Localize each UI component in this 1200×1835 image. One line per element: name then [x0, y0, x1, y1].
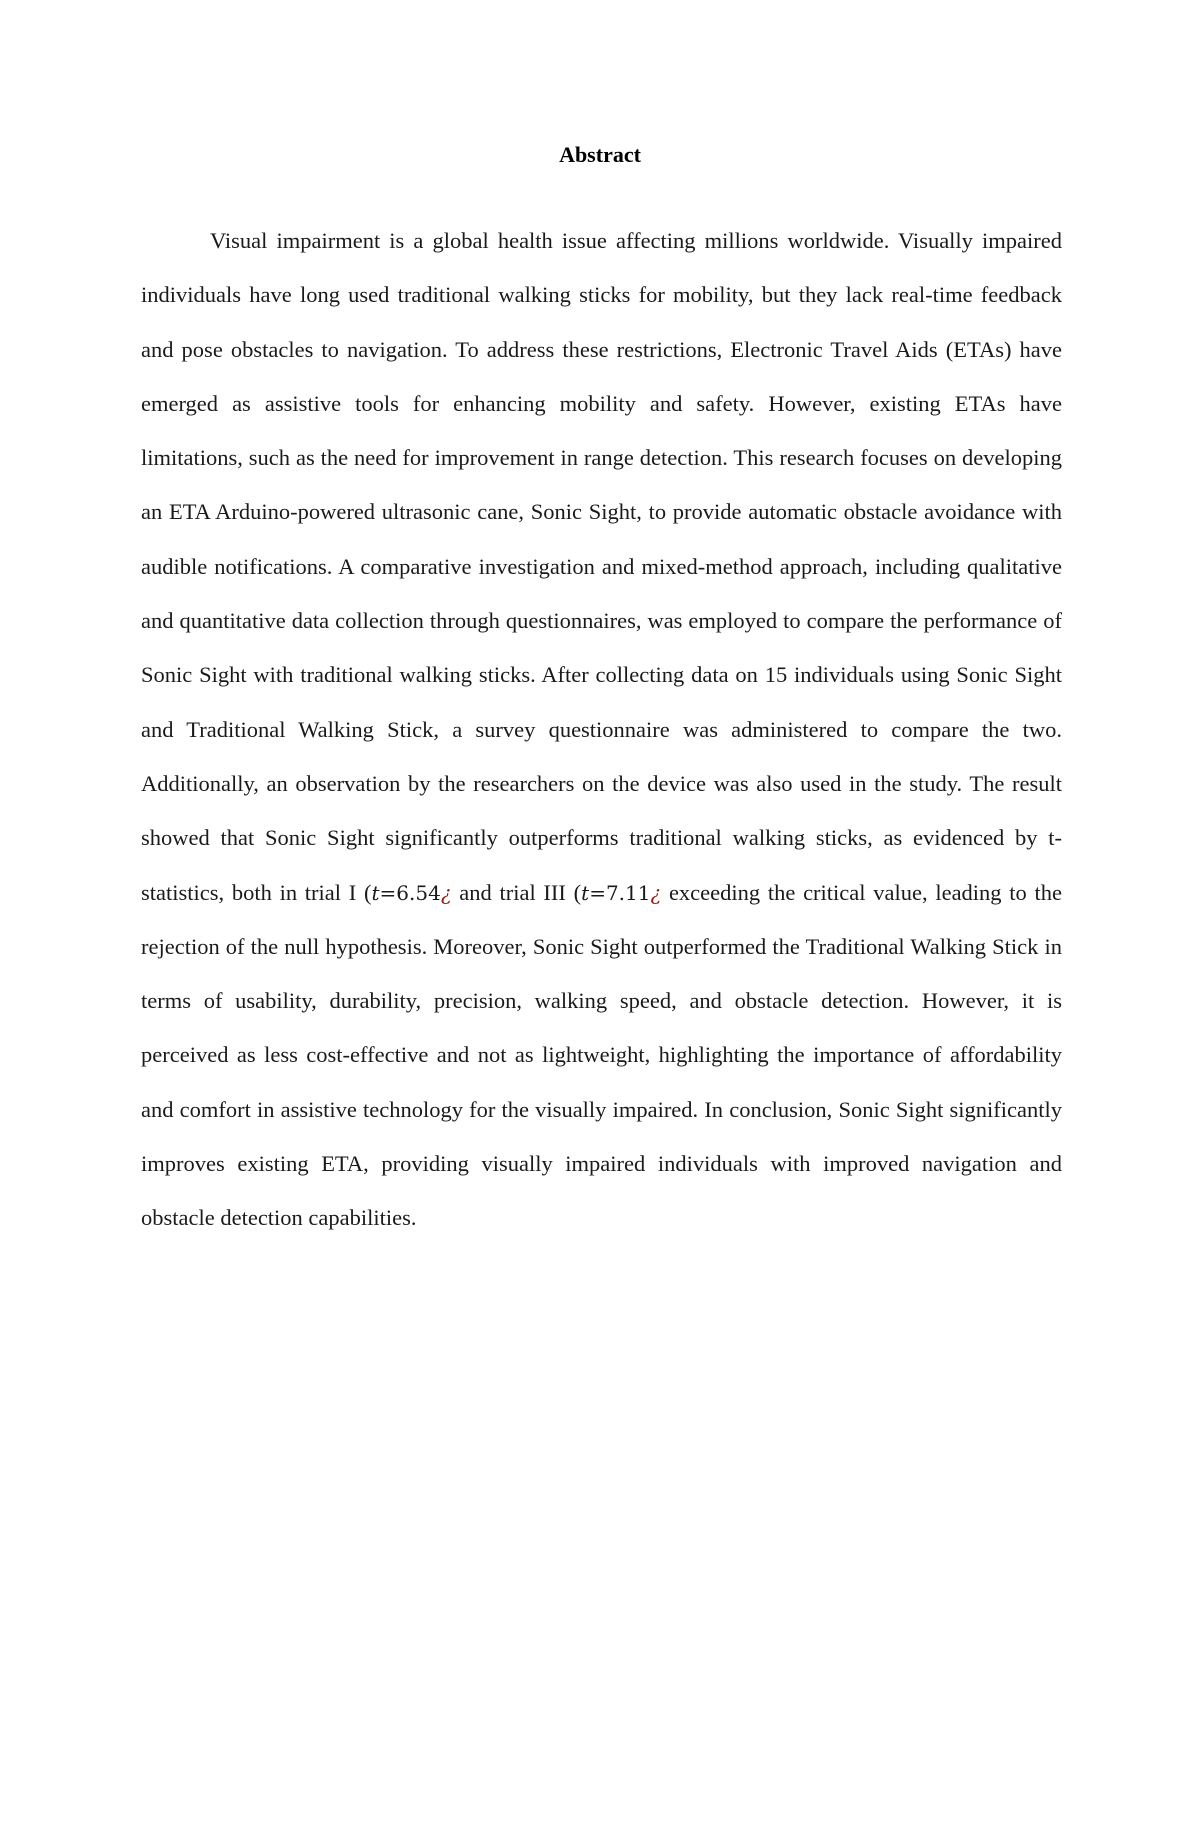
t-variable-1: t — [371, 880, 380, 905]
abstract-text-part-1: Visual impairment is a global health issue affecting millions worldwide. Visually impaired individuals have long used traditional walking sticks for mobility, but they lack real-time feedback and pose obstacles to navigation. To address these restrictions, Electronic Travel Aids (ETAs) have emerged as assistive tools for enhancing mobility and safety. However, existing ETAs have limitations, such as the need for improvement in range detection. This research focuses on developing an ETA Arduino-powered ultrasonic cane, Sonic Sight, to provide automatic obstacle avoidance with audible notifications. A comparative investigation and mixed-method approach, including qualitative and quantitative data collection through questionnaires, was employed to compare the performance of Sonic Sight with traditional walking sticks. After collecting data on 15 individuals using Sonic Sight and Traditional Walking Stick, a survey questionnaire was administered to compare the two. Additionally, an observation by the researchers on the device was also used in the study. The result showed that Sonic Sight significantly outperforms traditional walking sticks, as evidenced by t-statistics, both in trial I ( — [141, 228, 1062, 905]
t-value-1: =6.54 — [379, 880, 441, 905]
abstract-text-part-2: and trial III ( — [451, 879, 582, 905]
t-value-2: =7.11 — [589, 880, 651, 905]
abstract-paragraph — [141, 214, 1062, 1246]
abstract-text-part-3: exceeding the critical value, leading to the rejection of the null hypothesis. Moreover, Sonic Sight outperformed the Traditional Walking Stick in terms of usability, durability, precision, walking speed, and obstacle detection. However, it is perceived as less cost-effective and not as lightweight, highlighting the importance of affordability and comfort in assistive technology for the visually impaired. In conclusion, Sonic Sight significantly improves existing ETA, providing visually impaired individuals with improved navigation and obstacle detection capabilities. — [141, 879, 1062, 1231]
unrendered-glyph-1: ¿ — [440, 880, 452, 905]
abstract-heading: Abstract — [559, 142, 641, 167]
t-statistic-trial-1 — [371, 881, 451, 905]
unrendered-glyph-2: ¿ — [650, 880, 662, 905]
t-variable-2: t — [581, 880, 590, 905]
t-statistic-trial-3 — [581, 881, 661, 905]
